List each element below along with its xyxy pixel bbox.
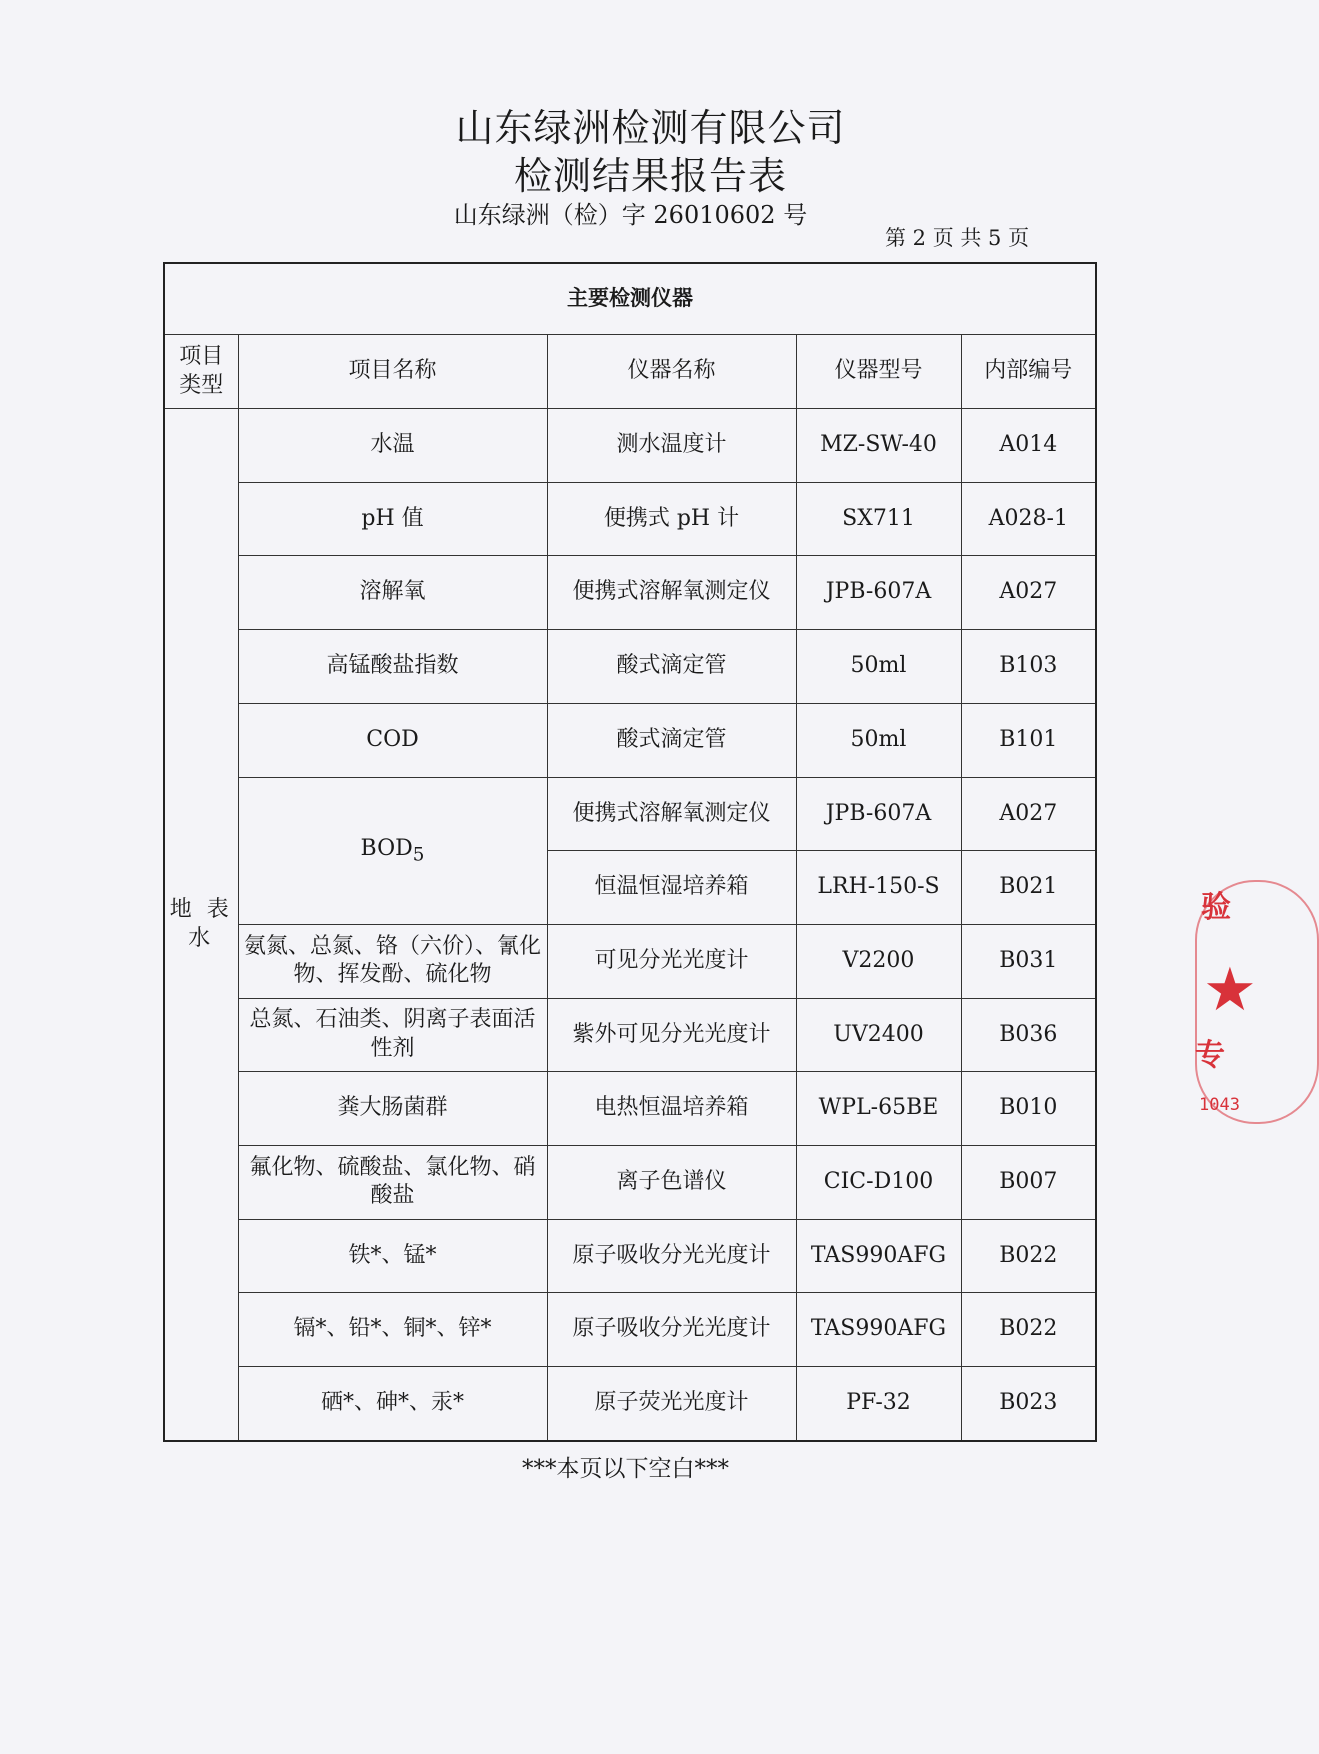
instrument-name: 电热恒温培养箱 <box>547 1072 796 1146</box>
internal-code: B021 <box>961 851 1096 925</box>
internal-code: B007 <box>961 1146 1096 1220</box>
internal-code: A027 <box>961 777 1096 851</box>
seal-star-icon: ★ <box>1203 955 1257 1025</box>
internal-code: B010 <box>961 1072 1096 1146</box>
internal-code: B023 <box>961 1367 1096 1441</box>
internal-code: B022 <box>961 1293 1096 1367</box>
item-name: 硒*、砷*、汞* <box>238 1367 547 1441</box>
instrument-model: MZ-SW-40 <box>796 409 961 483</box>
internal-code: B103 <box>961 630 1096 704</box>
instrument-name: 原子荧光光度计 <box>547 1367 796 1441</box>
item-name: 水温 <box>238 409 547 483</box>
official-seal <box>1195 870 1257 1130</box>
item-name: 总氮、石油类、阴离子表面活性剂 <box>238 998 547 1072</box>
internal-code: B036 <box>961 998 1096 1072</box>
column-header: 仪器型号 <box>796 335 961 409</box>
report-title: 检测结果报告表 <box>513 154 787 198</box>
item-name: 溶解氧 <box>238 556 547 630</box>
instrument-name: 可见分光光度计 <box>547 924 796 998</box>
bod-label: BOD <box>360 835 413 861</box>
instrument-model: 50ml <box>796 630 961 704</box>
item-name: 粪大肠菌群 <box>238 1072 547 1146</box>
item-name <box>238 777 547 924</box>
table-row <box>164 1293 1096 1367</box>
column-header: 项目类型 <box>164 335 238 409</box>
item-name: 铁*、锰* <box>238 1219 547 1293</box>
table-row <box>164 482 1096 556</box>
instrument-name: 酸式滴定管 <box>547 703 796 777</box>
internal-code: A014 <box>961 409 1096 483</box>
page-indicator: 第 2 页 共 5 页 <box>885 226 1030 250</box>
table-row <box>164 630 1096 704</box>
seal-text-top: 验 <box>1201 890 1231 925</box>
table-header-row <box>164 335 1096 409</box>
column-header: 仪器名称 <box>547 335 796 409</box>
blank-below-note: ***本页以下空白*** <box>522 1456 729 1482</box>
item-name: COD <box>238 703 547 777</box>
instrument-model: UV2400 <box>796 998 961 1072</box>
item-name: pH 值 <box>238 482 547 556</box>
internal-code: A028-1 <box>961 482 1096 556</box>
internal-code: B022 <box>961 1219 1096 1293</box>
instrument-model: CIC-D100 <box>796 1146 961 1220</box>
instrument-name: 酸式滴定管 <box>547 630 796 704</box>
table-row <box>164 998 1096 1072</box>
instrument-model: JPB-607A <box>796 777 961 851</box>
table-row <box>164 409 1096 483</box>
instrument-model: LRH-150-S <box>796 851 961 925</box>
instrument-model: V2200 <box>796 924 961 998</box>
instrument-model: TAS990AFG <box>796 1293 961 1367</box>
instrument-name: 恒温恒湿培养箱 <box>547 851 796 925</box>
instrument-model: 50ml <box>796 703 961 777</box>
item-name: 氟化物、硫酸盐、氯化物、硝酸盐 <box>238 1146 547 1220</box>
table-row <box>164 1146 1096 1220</box>
instrument-model: PF-32 <box>796 1367 961 1441</box>
instrument-name: 紫外可见分光光度计 <box>547 998 796 1072</box>
item-name: 高锰酸盐指数 <box>238 630 547 704</box>
table-row <box>164 924 1096 998</box>
report-number: 山东绿洲（检）字 26010602 号 <box>453 201 808 229</box>
internal-code: B101 <box>961 703 1096 777</box>
internal-code: B031 <box>961 924 1096 998</box>
instrument-model: SX711 <box>796 482 961 556</box>
seal-number: 1043 <box>1199 1095 1240 1115</box>
table-row <box>164 777 1096 851</box>
internal-code: A027 <box>961 556 1096 630</box>
instrument-name: 原子吸收分光光度计 <box>547 1293 796 1367</box>
instrument-model: WPL-65BE <box>796 1072 961 1146</box>
instrument-name: 便携式 pH 计 <box>547 482 796 556</box>
instrument-name: 测水温度计 <box>547 409 796 483</box>
column-header: 内部编号 <box>961 335 1096 409</box>
instrument-name: 原子吸收分光光度计 <box>547 1219 796 1293</box>
company-name: 山东绿洲检测有限公司 <box>455 106 846 150</box>
table-row <box>164 703 1096 777</box>
instrument-name: 便携式溶解氧测定仪 <box>547 777 796 851</box>
item-name: 镉*、铅*、铜*、锌* <box>238 1293 547 1367</box>
instrument-model: TAS990AFG <box>796 1219 961 1293</box>
instrument-table <box>163 262 1097 1442</box>
item-name: 氨氮、总氮、铬（六价）、氰化物、挥发酚、硫化物 <box>238 924 547 998</box>
instrument-name: 便携式溶解氧测定仪 <box>547 556 796 630</box>
column-header: 项目名称 <box>238 335 547 409</box>
table-row <box>164 556 1096 630</box>
item-type-cell: 地 表 水 <box>164 409 238 1442</box>
instrument-name: 离子色谱仪 <box>547 1146 796 1220</box>
seal-text-bottom: 专 <box>1195 1038 1225 1073</box>
table-row <box>164 1072 1096 1146</box>
table-row <box>164 1219 1096 1293</box>
table-row <box>164 1367 1096 1441</box>
instrument-model: JPB-607A <box>796 556 961 630</box>
bod-subscript: 5 <box>412 844 425 865</box>
section-title: 主要检测仪器 <box>164 263 1096 335</box>
